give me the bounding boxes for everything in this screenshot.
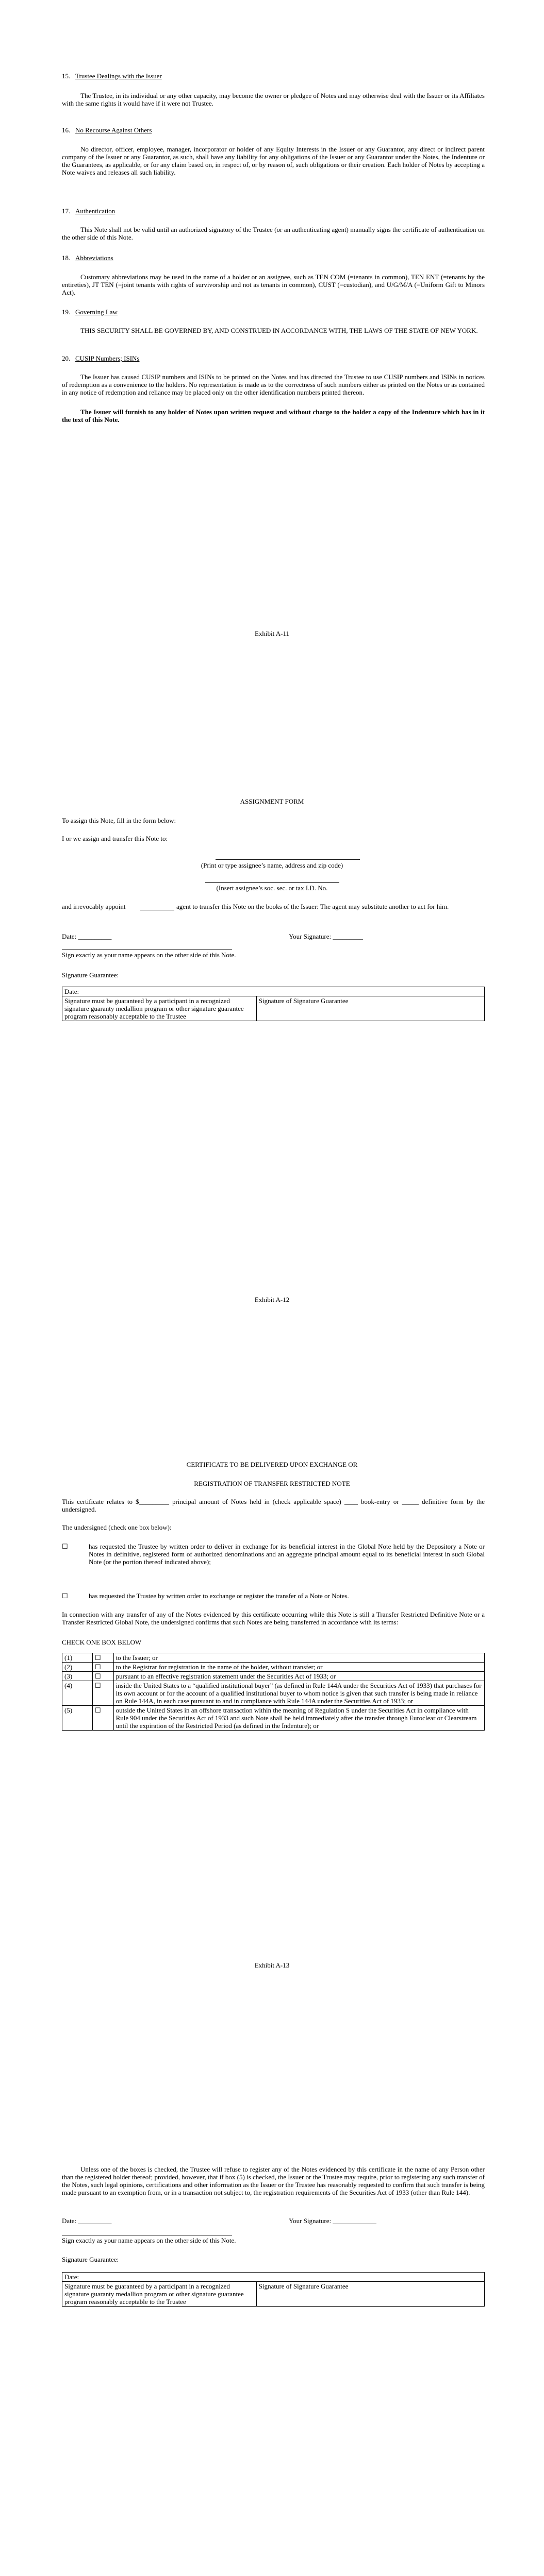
guarantee-requirement-cell: Signature must be guaranteed by a participant in a recognized signature guaranty medallion program or other signature guarantee program reasonably acceptable to the Trustee <box>62 2282 257 2307</box>
row-text: to the Issuer; or <box>113 1653 484 1663</box>
guarantee-requirement-cell: Signature must be guaranteed by a participant in a recognized signature guaranty medallion program or other signature guarantee program reasonably acceptable to the Trustee <box>62 996 257 1021</box>
table-row <box>62 1681 485 1706</box>
certificate-title: CERTIFICATE TO BE DELIVERED UPON EXCHANGE OR <box>186 1461 358 1468</box>
section-body: No director, officer, employee, manager, incorporator or holder of any Equity Interests in the Issuer or any Guarantor, any direct or indirect parent company of the Issuer or any Guarantor, as such, shall have any liability for any obligations of the Issuer or any Guarantor under the Notes, the Indenture or the Guarantees, as applicable, or for any claim based on, in respect of, or by reason of, such obligations or their creation. Each holder of Notes by accepting a Note waives and releases all such liability. <box>62 145 485 176</box>
connection-text: In connection with any transfer of any of the Notes evidenced by this certificate occurring while this Note is still a Transfer Restricted Definitive Note or a Transfer Restricted Global Note, the undersigned confirms that such Notes are being transferred in accordance with its terms: <box>62 1611 485 1626</box>
tax-id-line[interactable] <box>205 882 339 883</box>
section-number: 15. <box>62 72 71 80</box>
section-body: THIS SECURITY SHALL BE GOVERNED BY, AND CONSTRUED IN ACCORDANCE WITH, THE LAWS OF THE STATE OF NEW YORK. <box>80 327 478 334</box>
row-number: (4) <box>62 1681 93 1706</box>
section-number: 19. <box>62 308 71 316</box>
checkbox[interactable]: ☐ <box>92 1706 113 1731</box>
section-heading: Governing Law <box>75 308 118 316</box>
page-footer: Exhibit A-11 <box>254 630 290 637</box>
unless-text: Unless one of the boxes is checked, the Trustee will refuse to register any of the Notes evidenced by this certificate in the name of any Person other than the registered holder thereof; provided, however, that if box (5) is checked, the Issuer or the Trustee may require, prior to registering any such transfer of the Notes, such legal opinions, certifications and other information as the Issuer or the Trustee has reasonably requested to confirm that such transfer is being made pursuant to an exemption from, or in a transaction not subject to, the registration requirements of the Securities Act of 1933 (other than Rule 144). <box>62 2165 485 2196</box>
row-number: (1) <box>62 1653 93 1663</box>
table-row <box>62 1663 485 1672</box>
section-heading: Abbreviations <box>75 254 113 262</box>
section-number: 20. <box>62 354 71 362</box>
checkbox[interactable]: ☐ <box>92 1663 113 1672</box>
table-row <box>62 1706 485 1731</box>
signature-field[interactable]: Your Signature: _____________ <box>289 2217 376 2225</box>
signature-guarantee-label: Signature Guarantee: <box>62 2256 119 2263</box>
checkbox[interactable]: ☐ <box>92 1672 113 1681</box>
insert-caption: (Insert assignee’s soc. sec. or tax I.D. No. <box>216 884 328 892</box>
table-row <box>62 1653 485 1663</box>
guarantee-signature-cell[interactable]: Signature of Signature Guarantee <box>256 996 484 1021</box>
signature-guarantee-table <box>62 987 485 1021</box>
date-field[interactable]: Date: __________ <box>62 933 112 940</box>
section-number: 18. <box>62 254 71 262</box>
check-below-label: CHECK ONE BOX BELOW <box>62 1638 142 1646</box>
signature-guarantee-label: Signature Guarantee: <box>62 971 119 979</box>
guarantee-signature-cell[interactable]: Signature of Signature Guarantee <box>256 2282 484 2307</box>
section-body: The Trustee, in its individual or any other capacity, may become the owner or pledgee of Notes and may otherwise deal with the Issuer or its Affiliates with the same rights it would have if it were not Trustee. <box>62 92 485 107</box>
option-text: has requested the Trustee by written order to exchange or register the transfer of a Note or Notes. <box>89 1592 349 1600</box>
checkbox[interactable]: ☐ <box>92 1681 113 1706</box>
section-number: 16. <box>62 126 71 134</box>
row-text: to the Registrar for registration in the name of the holder, without transfer; or <box>113 1663 484 1672</box>
page-footer: Exhibit A-12 <box>254 1296 290 1303</box>
signature-guarantee-table <box>62 2272 485 2307</box>
appoint-text: agent to transfer this Note on the books of the Issuer: The agent may substitute another to act for him. <box>176 903 449 910</box>
signature-field[interactable]: Your Signature: _________ <box>289 933 363 940</box>
assignee-name-line[interactable] <box>216 859 360 860</box>
relates-text: This certificate relates to $_________ principal amount of Notes held in (check applicable space) ____ book-entry or _____ definitive form by the undersigned. <box>62 1498 485 1513</box>
row-text: outside the United States in an offshore transaction within the meaning of Regulation S under the Securities Act in compliance with Rule 904 under the Securities Act of 1933 and such Note shall be held immediately after the transfer through Euroclear or Clearstream until the expiration of the Restricted Period (as defined in the Indenture); or <box>113 1706 484 1731</box>
section-heading: CUSIP Numbers; ISINs <box>75 354 140 362</box>
section-heading: Trustee Dealings with the Issuer <box>75 72 162 80</box>
row-number: (5) <box>62 1706 93 1731</box>
section-body: Customary abbreviations may be used in the name of a holder or an assignee, such as TEN COM (=tenants in common), TEN ENT (=tenants by the entireties), JT TEN (=joint tenants with rights of survivorship and not as tenants in common), CUST (=custodian), and U/G/M/A (=Uniform Gift to Minors Act). <box>62 273 485 296</box>
row-number: (3) <box>62 1672 93 1681</box>
certificate-subtitle: REGISTRATION OF TRANSFER RESTRICTED NOTE <box>194 1480 350 1487</box>
row-text: pursuant to an effective registration statement under the Securities Act of 1933; or <box>113 1672 484 1681</box>
checkbox[interactable]: ☐ <box>92 1653 113 1663</box>
section-number: 17. <box>62 207 71 215</box>
assign-text: I or we assign and transfer this Note to: <box>62 835 168 842</box>
option-text: has requested the Trustee by written order to deliver in exchange for its beneficial interest in the Global Note held by the Depository a Note or Notes in definitive, registered form of authorized denominations and an aggregate principal amount equal to its beneficial interest in such Global Note (or the portion thereof indicated above); <box>89 1543 485 1566</box>
check-one-text: The undersigned (check one box below): <box>62 1523 172 1531</box>
print-caption: (Print or type assignee’s name, address and zip code) <box>201 861 343 869</box>
page-title: ASSIGNMENT FORM <box>240 798 304 805</box>
transfer-options-table <box>62 1653 485 1731</box>
section-heading: No Recourse Against Others <box>75 126 152 134</box>
checkbox[interactable]: ☐ <box>62 1543 68 1550</box>
section-body: This Note shall not be valid until an authorized signatory of the Trustee (or an authenticating agent) manually signs the certificate of authentication on the other side of this Note. <box>62 226 485 241</box>
section-body: The Issuer has caused CUSIP numbers and ISINs to be printed on the Notes and has directed the Trustee to use CUSIP numbers and ISINs in notices of redemption as a convenience to the holders. No representation is made as to the correctness of such numbers either as printed on the Notes or as contained in any notice of redemption and reliance may be placed only on the other identification numbers printed thereon. <box>62 373 485 396</box>
table-row <box>62 1672 485 1681</box>
section-heading: Authentication <box>75 207 116 215</box>
sign-exactly-text: Sign exactly as your name appears on the other side of this Note. <box>62 2236 236 2244</box>
table-date-cell[interactable]: Date: <box>62 987 485 996</box>
checkbox[interactable]: ☐ <box>62 1592 68 1600</box>
bold-notice: The Issuer will furnish to any holder of Notes upon written request and without charge to the holder a copy of the Indenture which has in it the text of this Note. <box>62 408 485 423</box>
sign-exactly-text: Sign exactly as your name appears on the other side of this Note. <box>62 951 236 959</box>
appoint-label: and irrevocably appoint <box>62 903 126 910</box>
intro-text: To assign this Note, fill in the form below: <box>62 817 176 824</box>
row-text: inside the United States to a “qualified institutional buyer” (as defined in Rule 144A under the Securities Act of 1933) that purchases for its own account or for the account of a qualified institutional buyer to whom notice is given that such transfer is being made in reliance on Rule 144A, in each case pursuant to and in compliance with Rule 144A under the Securities Act of 1933; or <box>113 1681 484 1706</box>
page-footer: Exhibit A-13 <box>254 1961 290 1969</box>
table-date-cell[interactable]: Date: <box>62 2273 485 2282</box>
date-field[interactable]: Date: __________ <box>62 2217 112 2225</box>
row-number: (2) <box>62 1663 93 1672</box>
